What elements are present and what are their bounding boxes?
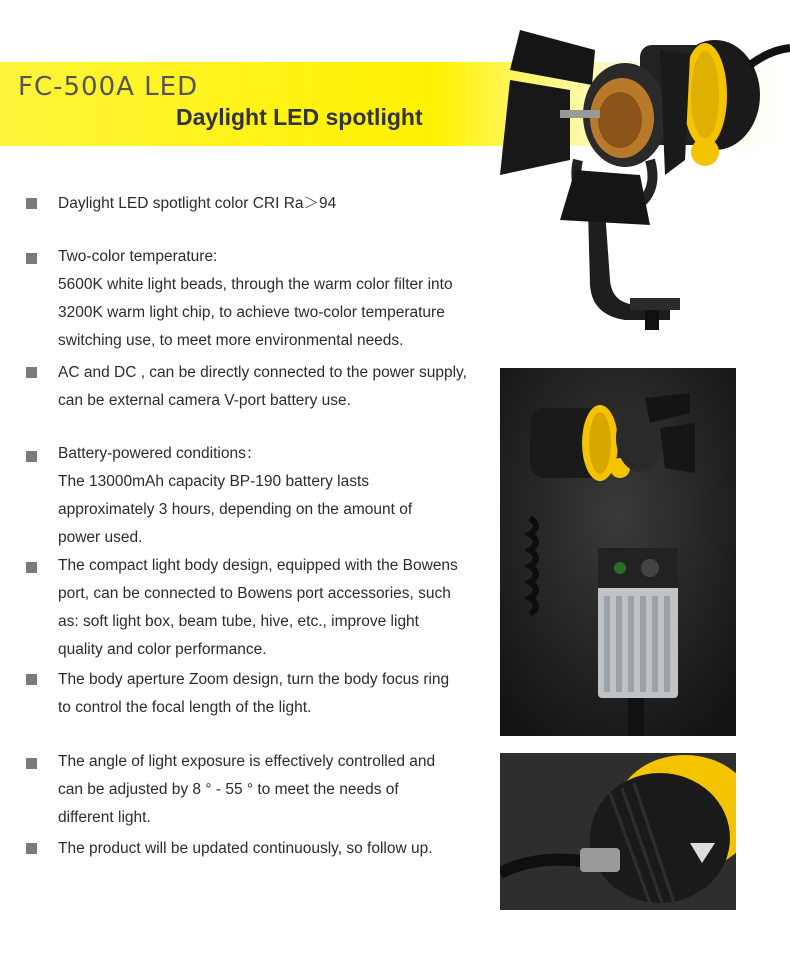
square-bullet-icon xyxy=(26,367,37,378)
square-bullet-icon xyxy=(26,758,37,769)
product-photo-top xyxy=(500,10,790,330)
feature-text: The body aperture Zoom design, turn the body focus ring to control the focal length of the light. xyxy=(58,671,450,716)
feature-text: The angle of light exposure is effectively controlled and can be adjusted by 8 ° - 55 ° to meet the needs of different light. xyxy=(58,753,436,826)
feature-text: Daylight LED spotlight color CRI Ra＞94 xyxy=(58,195,337,212)
square-bullet-icon xyxy=(26,674,37,685)
feature-text: The product will be updated continuously, so follow up. xyxy=(58,840,433,857)
square-bullet-icon xyxy=(26,843,37,854)
square-bullet-icon xyxy=(26,198,37,209)
product-subtitle: Daylight LED spotlight xyxy=(176,104,423,130)
feature-text: The compact light body design, equipped with the Bowens port, can be connected to Bowens port accessories, such as: soft light box, beam tube, hive, etc., improve light quality and color performance. xyxy=(58,557,458,658)
feature-text: Two-color temperature: 5600K white light beads, through the warm color filter into 3200K warm light chip, to achieve two-color temperature switching use, to meet more environmental needs. xyxy=(58,248,453,349)
square-bullet-icon xyxy=(26,562,37,573)
square-bullet-icon xyxy=(26,253,37,264)
product-photo-closeup xyxy=(500,753,736,910)
product-photo-battery xyxy=(500,368,736,736)
product-model-title: FC-500A LED xyxy=(18,72,199,102)
square-bullet-icon xyxy=(26,451,37,462)
feature-text: AC and DC , can be directly connected to the power supply, can be external camera V-port battery use. xyxy=(58,364,467,409)
feature-text: Battery-powered conditions： The 13000mAh capacity BP-190 battery lasts approximately 3 hours, depending on the amount of power used. xyxy=(58,445,413,546)
